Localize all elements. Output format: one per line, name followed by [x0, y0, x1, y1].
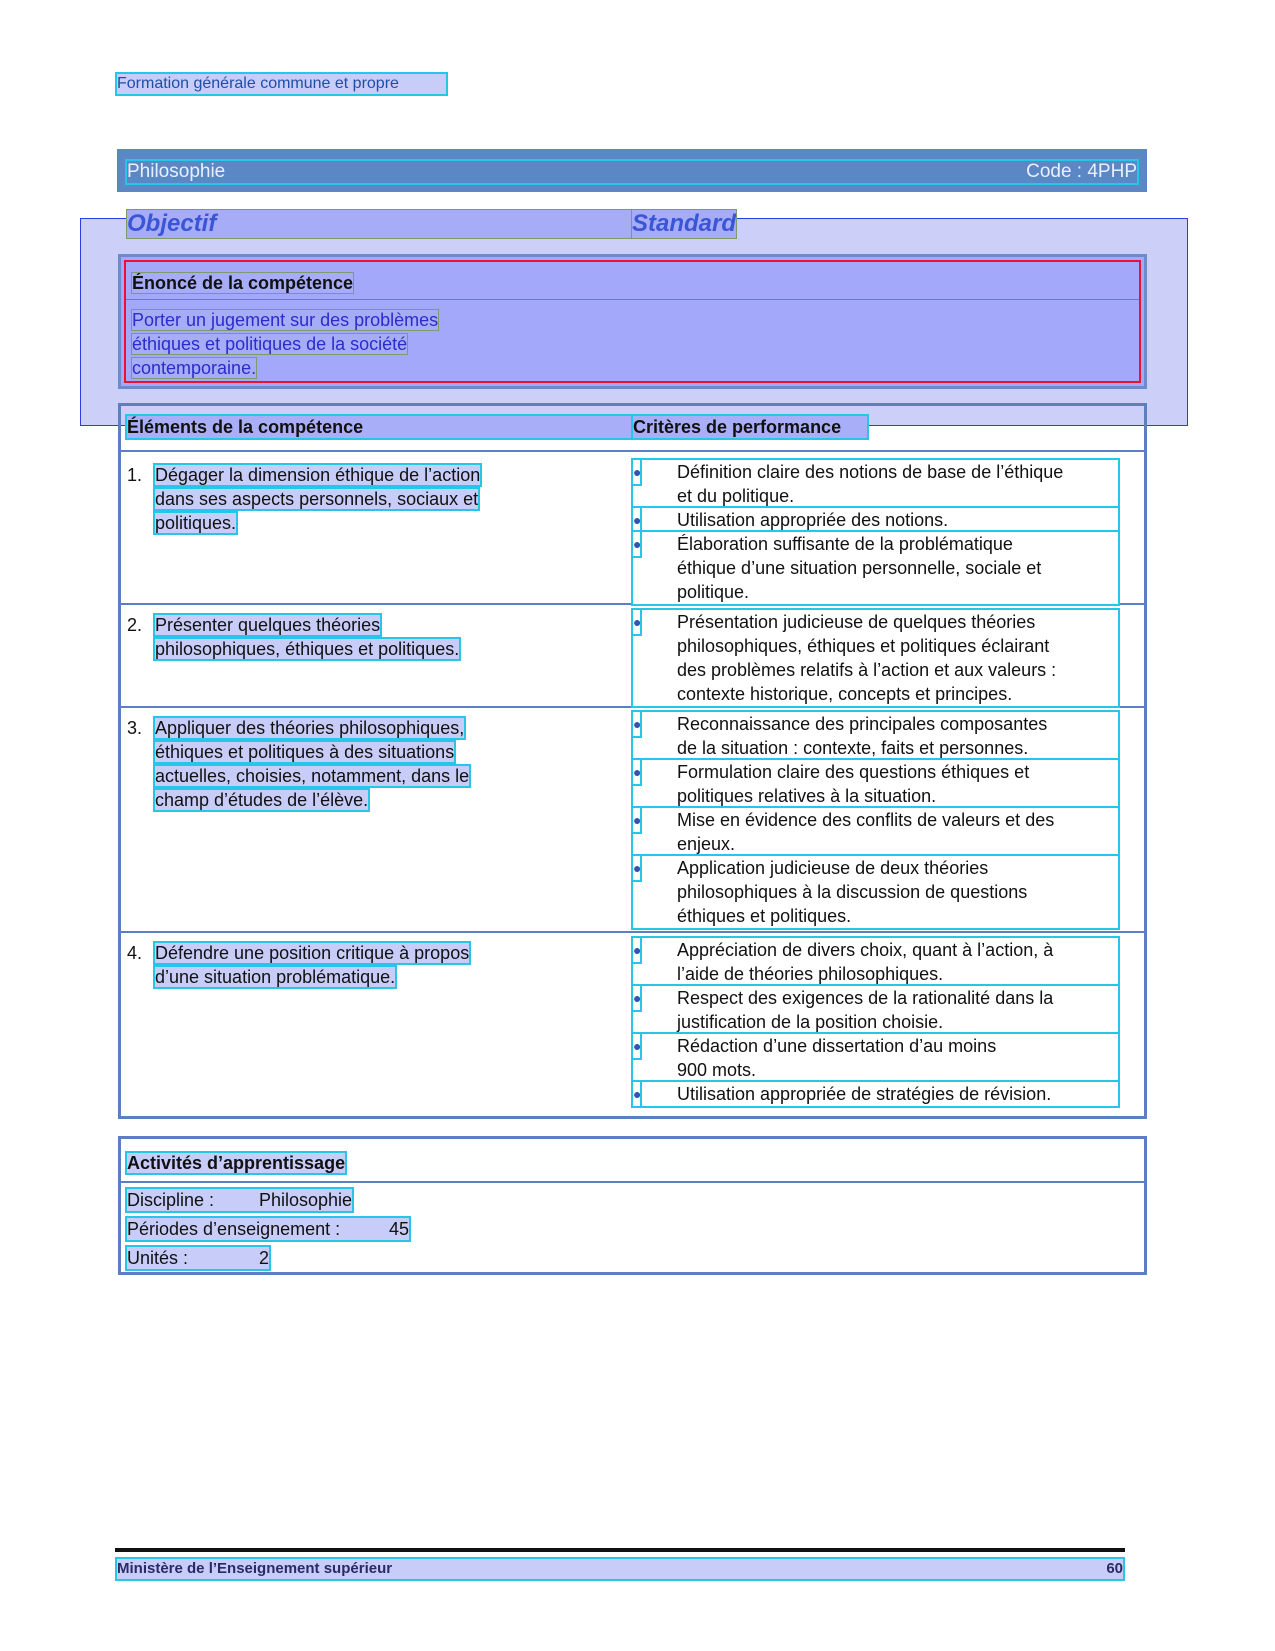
statement-line: éthiques et politiques de la société [132, 334, 408, 354]
table-header [121, 406, 1144, 452]
periods-value: 45 [389, 1219, 410, 1239]
element-2: 2. Présenter quelques théories philosophiques, éthiques et politiques. [127, 615, 460, 659]
table-row [121, 605, 1144, 708]
page-number: 60 [1106, 1560, 1123, 1577]
criterion-item: ● Utilisation appropriée de stratégies de révision. [633, 1082, 1118, 1106]
criterion-item: ● Présentation judicieuse de quelques théories philosophiques, éthiques et politiques éclairant des problèmes relatifs à l’action et aux valeurs : contexte historique, concepts et principes. [633, 610, 1118, 706]
running-head: Formation générale commune et propre [117, 74, 446, 94]
course-code: Code : 4PHP [1026, 161, 1137, 182]
criterion-item: ● Respect des exigences de la rationalité dans la justification de la position choisie. [633, 986, 1118, 1034]
bullet-icon: ● [633, 760, 640, 784]
bullet-icon: ● [633, 610, 640, 634]
criteria-list [633, 460, 1118, 604]
periods-line [127, 1215, 1144, 1244]
criterion-item: ● Mise en évidence des conflits de valeurs et des enjeux. [633, 808, 1118, 856]
bullet-icon: ● [633, 1082, 640, 1106]
units-value: 2 [259, 1248, 270, 1268]
course-title-bar [117, 149, 1147, 192]
discipline-label: Discipline : [127, 1190, 215, 1210]
criterion-item: ● Application judicieuse de deux théories philosophiques à la discussion de questions éthiques et politiques. [633, 856, 1118, 928]
statement-text [126, 300, 492, 380]
footer-ministry: Ministère de l’Enseignement supérieur [117, 1560, 393, 1577]
criterion-item: ● Rédaction d’une dissertation d’au moins 900 mots. [633, 1034, 1118, 1082]
periods-label: Périodes d’enseignement : [127, 1219, 341, 1239]
criteria-list [633, 938, 1118, 1106]
units-label: Unités : [127, 1248, 189, 1268]
competence-statement [118, 254, 1147, 389]
page-footer [117, 1559, 1123, 1579]
activities-heading: Activités d’apprentissage [121, 1139, 1144, 1183]
statement-line: Porter un jugement sur des problèmes [132, 310, 439, 330]
bullet-icon: ● [633, 1034, 640, 1058]
criterion-item: ● Appréciation de divers choix, quant à l’action, à l’aide de théories philosophiques. [633, 938, 1118, 986]
criterion-item: ● Définition claire des notions de base de l’éthique et du politique. [633, 460, 1118, 508]
footer-rule [115, 1548, 1125, 1552]
criteria-list [633, 610, 1118, 706]
element-4: 4. Défendre une position critique à propos d’une situation problématique. [127, 943, 470, 987]
criterion-item: ● Élaboration suffisante de la problématique éthique d’une situation personnelle, sociale et politique. [633, 532, 1118, 604]
table-row [121, 708, 1144, 933]
units-line [127, 1244, 1144, 1273]
bullet-icon: ● [633, 532, 640, 556]
course-name: Philosophie [127, 161, 226, 182]
statement-line: contemporaine. [132, 358, 257, 378]
criteria-header: Critères de performance [633, 416, 867, 438]
criterion-item: ● Utilisation appropriée des notions. [633, 508, 1118, 532]
element-3: 3. Appliquer des théories philosophiques, éthiques et politiques à des situations actuelles, choisies, notamment, dans le champ d’études de l’élève. [127, 718, 470, 810]
discipline-line [127, 1186, 1144, 1215]
learning-activities [118, 1136, 1147, 1275]
bullet-icon: ● [633, 986, 640, 1010]
bullet-icon: ● [633, 808, 640, 832]
table-row [121, 452, 1144, 605]
discipline-value: Philosophie [259, 1190, 353, 1210]
bullet-icon: ● [633, 938, 640, 962]
element-1: 1. Dégager la dimension éthique de l’action dans ses aspects personnels, sociaux et politiques. [127, 465, 481, 533]
table-row [121, 933, 1144, 1116]
statement-heading: Énoncé de la compétence [126, 262, 1139, 300]
criterion-item: ● Formulation claire des questions éthiques et politiques relatives à la situation. [633, 760, 1118, 808]
criteria-list [633, 712, 1118, 928]
standard-label: Standard [632, 210, 737, 237]
objective-label: Objectif [127, 210, 631, 238]
bullet-icon: ● [633, 712, 640, 736]
criterion-item: ● Reconnaissance des principales composantes de la situation : contexte, faits et personnes. [633, 712, 1118, 760]
elements-header: Éléments de la compétence [127, 416, 633, 438]
bullet-icon: ● [633, 460, 640, 484]
elements-criteria-table [118, 403, 1147, 1119]
bullet-icon: ● [633, 856, 640, 880]
bullet-icon: ● [633, 508, 640, 532]
